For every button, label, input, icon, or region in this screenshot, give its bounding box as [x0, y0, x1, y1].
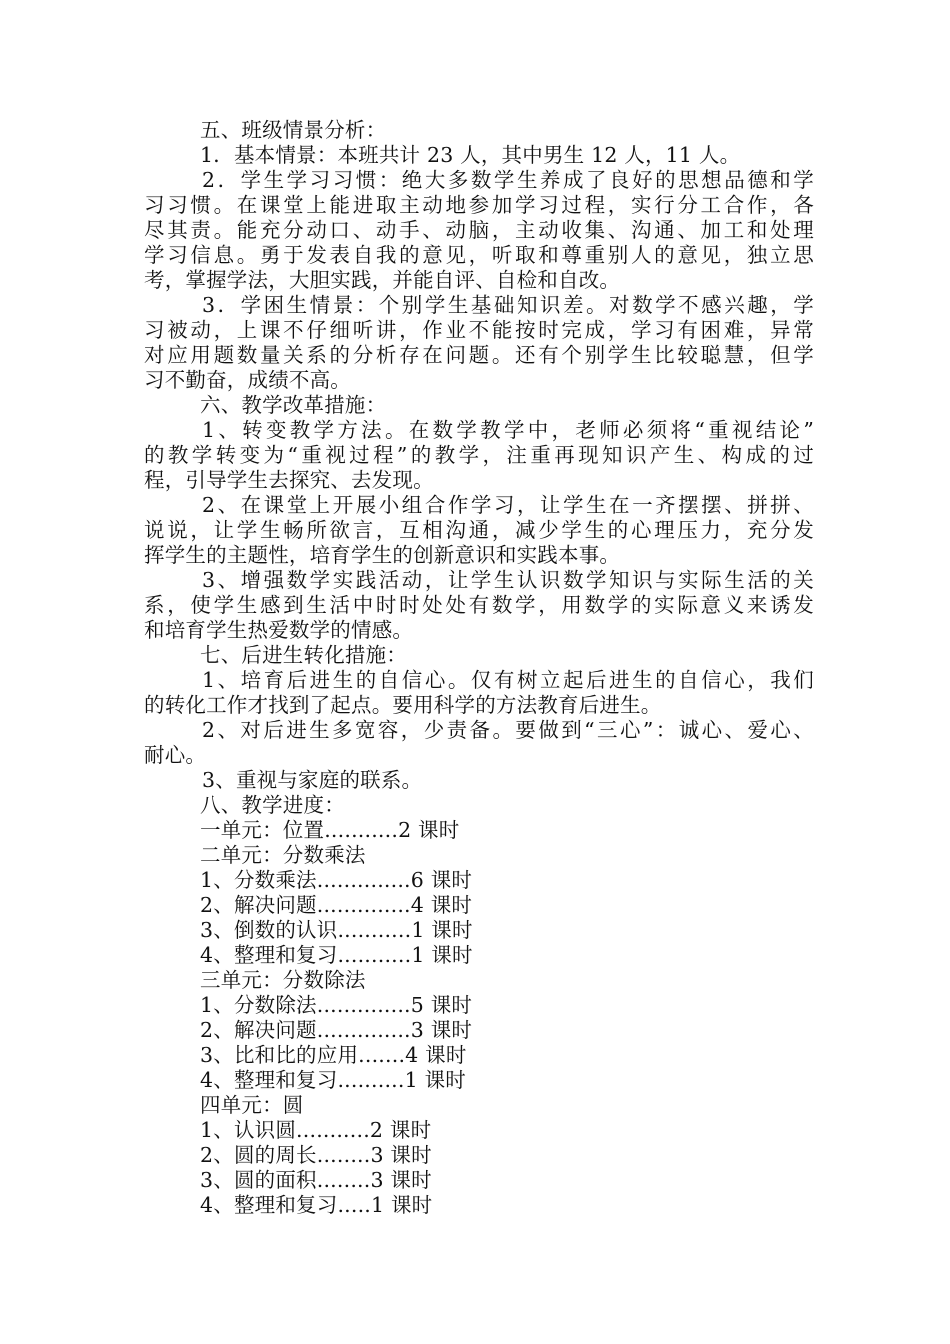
paragraph-line: 系，使学生感到生活中时时处处有数学，用数学的实际意义来诱发: [144, 593, 814, 617]
paragraph-line: 1、培育后进生的自信心。仅有树立起后进生的自信心，我们: [202, 668, 814, 692]
paragraph-line: 1、转变教学方法。在数学教学中，老师必须将“重视结论”: [202, 418, 814, 442]
paragraph-line: 和培育学生热爱数学的情感。: [144, 618, 414, 642]
paragraph-line: 耐心。: [144, 743, 207, 767]
paragraph-line: 程，引导学生去探究、去发现。: [144, 468, 434, 492]
paragraph-line: 3、重视与家庭的联系。: [202, 768, 423, 792]
schedule-item: 3、倒数的认识...........1 课时: [200, 918, 473, 942]
schedule-item: 4、整理和复习...........1 课时: [200, 943, 473, 967]
schedule-unit-heading: 三单元：分数除法: [200, 968, 366, 992]
section-heading-teaching-schedule: 八、教学进度：: [200, 793, 345, 817]
schedule-unit-heading: 二单元：分数乘法: [200, 843, 366, 867]
schedule-item: 4、整理和复习..........1 课时: [200, 1068, 466, 1092]
paragraph-line: 习不勤奋，成绩不高。: [144, 368, 351, 392]
schedule-item: 1、认识圆...........2 课时: [200, 1118, 432, 1142]
paragraph-line: 尽其责。能充分动口、动手、动脑，主动收集、沟通、加工和处理: [144, 218, 814, 242]
paragraph-line: 2、在课堂上开展小组合作学习，让学生在一齐摆摆、拼拼、: [202, 493, 814, 517]
schedule-item: 3、比和比的应用.......4 课时: [200, 1043, 467, 1067]
schedule-item: 1、分数除法..............5 课时: [200, 993, 473, 1017]
paragraph-line: 2、对后进生多宽容，少责备。要做到“三心”：诚心、爱心、: [202, 718, 814, 742]
schedule-item: 4、整理和复习.....1 课时: [200, 1193, 433, 1217]
section-heading-class-analysis: 五、班级情景分析：: [200, 118, 387, 142]
paragraph-line: 考，掌握学法，大胆实践，并能自评、自检和自改。: [144, 268, 621, 292]
section-heading-struggling-students: 七、后进生转化措施：: [200, 643, 407, 667]
paragraph-line: 1．基本情景：本班共计 23 人，其中男生 12 人，11 人。: [200, 143, 741, 167]
schedule-unit-heading: 四单元：圆: [200, 1093, 304, 1117]
paragraph-line: 的教学转变为“重视过程”的教学，注重再现知识产生、构成的过: [144, 443, 814, 467]
paragraph-line: 习被动，上课不仔细听讲，作业不能按时完成，学习有困难，异常: [144, 318, 814, 342]
schedule-item: 3、圆的面积........3 课时: [200, 1168, 432, 1192]
section-heading-teaching-reform: 六、教学改革措施：: [200, 393, 387, 417]
paragraph-line: 学习信息。勇于发表自我的意见，听取和尊重别人的意见，独立思: [144, 243, 814, 267]
schedule-item: 2、解决问题..............3 课时: [200, 1018, 473, 1042]
paragraph-line: 对应用题数量关系的分析存在问题。还有个别学生比较聪慧，但学: [144, 343, 814, 367]
paragraph-line: 的转化工作才找到了起点。要用科学的方法教育后进生。: [144, 693, 662, 717]
document-page: [144, 118, 814, 1218]
schedule-item: 1、分数乘法..............6 课时: [200, 868, 473, 892]
schedule-item: 2、圆的周长........3 课时: [200, 1143, 432, 1167]
paragraph-line: 2．学生学习习惯：绝大多数学生养成了良好的思想品德和学: [202, 168, 814, 192]
paragraph-line: 挥学生的主题性，培育学生的创新意识和实践本事。: [144, 543, 621, 567]
paragraph-line: 3．学困生情景：个别学生基础知识差。对数学不感兴趣，学: [202, 293, 814, 317]
paragraph-line: 说说，让学生畅所欲言，互相沟通，减少学生的心理压力，充分发: [144, 518, 814, 542]
schedule-item: 2、解决问题..............4 课时: [200, 893, 473, 917]
schedule-item: 一单元：位置...........2 课时: [200, 818, 460, 842]
paragraph-line: 习习惯。在课堂上能进取主动地参加学习过程，实行分工合作，各: [144, 193, 814, 217]
paragraph-line: 3、增强数学实践活动，让学生认识数学知识与实际生活的关: [202, 568, 814, 592]
